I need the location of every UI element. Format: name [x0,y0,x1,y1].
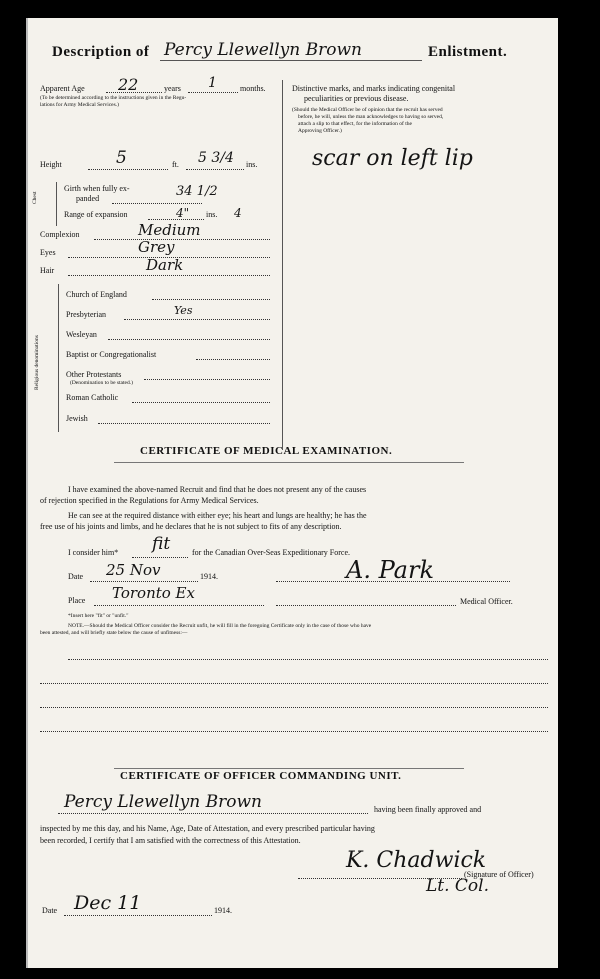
medical-date-year: 1914. [200,572,218,581]
medical-place-label: Place [68,596,86,605]
girth-dots [112,203,202,204]
medical-date-value: 25 Nov [106,561,161,579]
age-years-value: 22 [118,75,139,94]
eyes-label: Eyes [40,248,56,257]
commanding-date-year: 1914. [214,906,232,915]
commanding-title-rule [114,768,464,769]
officer-dots [276,605,456,606]
commanding-text-line1: having been finally approved and [374,805,482,814]
range-dots [148,219,204,220]
chest-group-label: Chest [32,191,38,204]
eyes-value: Grey [138,238,175,256]
attestation-sheet [26,18,558,968]
range-value: 4" [176,206,190,220]
medical-place-dots [94,605,264,606]
height-ft-dots [88,169,168,170]
commanding-text-line2: inspected by me this day, and his Name, Age, Date of Attestation, and every prescribed particular having [40,824,375,833]
height-ins-label: ins. [246,160,258,169]
insert-fit-note: *Insert here "fit" or "unfit." [68,613,129,619]
commanding-text-line3: been recorded, I certify that I am satisfied with the correctness of this Attestation. [40,836,301,845]
unfit-reason-line4 [40,731,548,732]
medical-para1-line1: I have examined the above-named Recruit and find that he does not present any of the causes [68,485,367,494]
medical-officer-label: Medical Officer. [460,597,513,606]
commanding-rank-value: Lt. Col. [426,876,490,896]
religion-dots-2 [108,339,270,340]
punch-hole-bottom [562,644,582,664]
religion-baptist: Baptist or Congregationalist [66,350,157,359]
commanding-signature-label: (Signature of Officer) [464,870,534,879]
medical-date-dots [90,581,198,582]
medical-signature: A. Park [346,556,434,584]
medical-title-rule [114,462,464,463]
medical-para2-line1: He can see at the required distance with either eye; his heart and lungs are healthy; he has the [68,511,367,520]
commanding-name-value: Percy Llewellyn Brown [64,792,262,812]
religion-group-label: Religious denominations [34,335,40,390]
commanding-date-dots [64,915,212,916]
girth-label-line2: panded [76,194,100,203]
unfit-reason-line2 [40,683,548,684]
commanding-date-value: Dec 11 [74,892,142,914]
religion-roman-catholic: Roman Catholic [66,393,119,402]
medical-certificate-title: CERTIFICATE OF MEDICAL EXAMINATION. [140,445,393,457]
religion-dots-6 [98,423,270,424]
age-note-line1: (To be determined according to the instructions given in the Regu- [40,95,187,101]
height-in-dots [186,169,244,170]
religion-church-of-england: Church of England [66,290,127,299]
hair-label: Hair [40,266,55,275]
consider-dots [132,557,188,558]
hair-value: Dark [146,256,184,274]
girth-value: 34 1/2 [176,184,218,199]
range-extra-value: 4 [234,206,242,220]
years-label: years [164,84,181,93]
medical-place-value: Toronto Ex [112,584,195,602]
marks-label-line1: Distinctive marks, and marks indicating congenital [292,84,456,93]
column-divider [282,80,283,450]
age-months-dots [188,92,238,93]
punch-hole-top [562,330,582,350]
complexion-label: Complexion [40,230,80,239]
presbyterian-mark: Yes [174,304,193,317]
marks-label-line2: peculiarities or previous disease. [304,94,409,103]
other-protestants-note: (Denomination to be stated.) [70,380,133,386]
age-years-dots [106,92,162,93]
consider-suffix: for the Canadian Over-Seas Expeditionary Force. [192,548,351,557]
religion-presbyterian: Presbyterian [66,310,106,319]
girth-label-line1: Girth when fully ex- [64,184,130,193]
marks-note-line4: Approving Officer.) [298,128,342,134]
apparent-age-label: Apparent Age [40,84,85,93]
unfit-note-line2: been attested, and will briefly state below the cause of unfitness:— [40,630,188,636]
height-label: Height [40,160,62,169]
marks-note-line2: before, he will, unless the man acknowledges to having so served, [298,114,444,120]
religion-bracket [58,284,59,432]
range-label: Range of expansion [64,210,128,219]
religion-jewish: Jewish [66,414,88,423]
title-suffix: Enlistment. [428,44,508,60]
ft-label: ft. [172,160,179,169]
medical-para2-line2: free use of his joints and limbs, and he declares that he is not subject to fits of any description. [40,522,342,531]
religion-dots-1 [124,319,270,320]
height-in-value: 5 3/4 [198,150,234,166]
title-prefix: Description of [52,44,150,60]
months-label: months. [240,84,266,93]
title-name-line [160,60,422,61]
marks-note-line3: attach a slip to that effect, for the information of the [298,121,412,127]
height-ft-value: 5 [116,148,127,168]
medical-para1-line2: of rejection specified in the Regulations for Army Medical Services. [40,496,259,505]
complexion-value: Medium [138,221,201,239]
complexion-dots [94,239,270,240]
medical-date-label: Date [68,572,84,581]
age-months-value: 1 [208,75,217,91]
recruit-name-handwritten: Percy Llewellyn Brown [164,40,362,60]
age-note-line2: lations for Army Medical Services.) [40,102,119,108]
hair-dots [68,275,270,276]
religion-dots-4 [144,379,270,380]
unfit-reason-line3 [40,707,548,708]
chest-bracket [56,182,57,226]
religion-dots-3 [196,359,270,360]
commanding-name-dots [58,813,368,814]
religion-wesleyan: Wesleyan [66,330,97,339]
religion-dots-5 [132,402,270,403]
commanding-certificate-title: CERTIFICATE OF OFFICER COMMANDING UNIT. [120,770,402,782]
medical-signature-dots [276,581,510,582]
range-ins-label: ins. [206,210,218,219]
unfit-note-line1: NOTE.—Should the Medical Officer consider the Recruit unfit, he will fill in the foregoing Certificate only in the case of those who have [68,623,372,629]
commanding-signature: K. Chadwick [346,848,487,873]
consider-value: fit [152,534,171,554]
commanding-date-label: Date [42,906,58,915]
religion-other-protestants: Other Protestants [66,370,122,379]
consider-prefix: I consider him* [68,548,119,557]
marks-note-line1: (Should the Medical Officer be of opinion that the recruit has served [292,107,443,113]
religion-dots-0 [152,299,270,300]
unfit-reason-line1 [68,659,548,660]
distinctive-marks-value: scar on left lip [312,146,473,171]
